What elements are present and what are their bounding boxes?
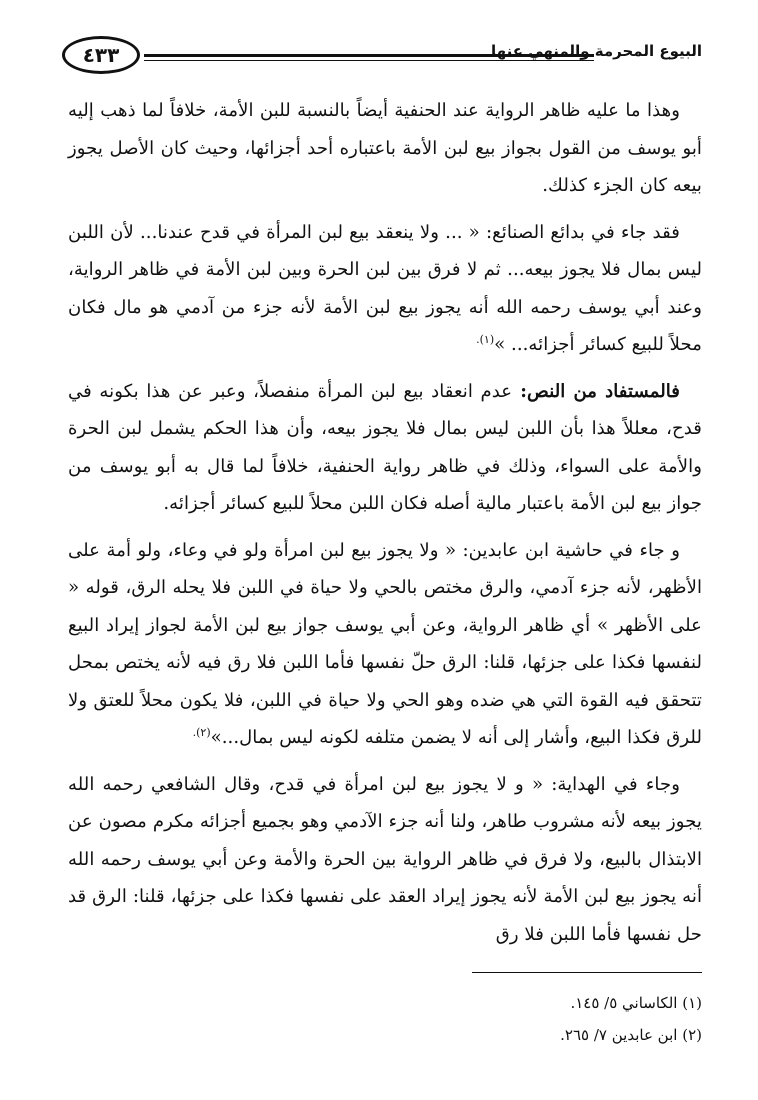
footnote-rule	[472, 972, 702, 973]
page-header	[62, 28, 702, 78]
footnote: (١) الكاساني ٥/ ١٤٥.	[570, 994, 702, 1012]
header-rule-thin	[144, 60, 594, 61]
paragraph-text: وجاء في الهداية: « و لا يجوز بيع لبن امرأة في قدح، وقال الشافعي رحمه الله يجوز بيعه لأنه مشروب طاهر، ولنا أنه جزء الآدمي وهو بجميع أجزائه مكرم مصون عن الابتذال بالبيع، ولا فرق في ظاهر الرواية بين الحرة والأمة وعن أبي يوسف رحمه الله أنه يجوز بيع لبن الأمة لأنه يجوز إيراد العقد على نفسها فكذا على جزئها، قلنا: الرق قد حل نفسها فأما اللبن فلا رق	[68, 773, 702, 945]
paragraph-text: وهذا ما عليه ظاهر الرواية عند الحنفية أيضاً بالنسبة للبن الأمة، خلافاً لما ذهب إليه أبو يوسف من القول بجواز بيع لبن الأمة باعتباره أحد أجزائها، وحيث كان الأصل يجوز بيعه كان الجزء كذلك.	[68, 100, 702, 196]
paragraph-lead: فالمستفاد من النص:	[512, 380, 680, 402]
footnote: (٢) ابن عابدين ٧/ ٢٦٥.	[560, 1026, 702, 1044]
paragraph	[68, 532, 702, 757]
paragraph-text: عدم انعقاد بيع لبن المرأة منفصلاً، وعبر عن هذا بكونه في قدح، معللاً هذا بأن اللبن ليس بمال فلا يجوز بيعه، وأن هذا الحكم يشمل لبن الحرة والأمة على السواء، وذلك في ظاهر رواية الحنفية، خلافاً لما قال به أبو يوسف من جواز بيع لبن الأمة باعتبار مالية أصله فكان اللبن محلاً للبيع كسائر أجزائه.	[68, 380, 702, 514]
running-title: البيوع المحرمة والمنهي عنها	[491, 42, 702, 60]
paragraph	[68, 92, 702, 205]
paragraph-text: و جاء في حاشية ابن عابدين: « ولا يجوز بيع لبن امرأة ولو في وعاء، ولو أمة على الأظهر، لأنه جزء آدمي، والرق مختص بالحي ولا حياة في اللبن فلا يحله الرق، قوله « على الأظهر » أي ظاهر الرواية، وعن أبي يوسف جواز بيع لبن الأمة لجواز إيراد البيع لنفسها فكذا على جزئها، قلنا: الرق حلّ نفسها فأما اللبن فلا رق فيه لأنه يختص بمحل تتحقق فيه القوة التي هي ضده وهو الحي ولا حياة في اللبن، فلا يكون محلاً للعتق ولا للرق فكذا البيع، وأشار إلى أنه لا يضمن متلفه لكونه ليس بمال...»	[68, 539, 702, 748]
paragraph-text: فقد جاء في بدائع الصنائع: « ... ولا ينعقد بيع لبن المرأة في قدح عندنا... لأن اللبن ليس بمال فلا يجوز بيعه... ثم لا فرق بين لبن الحرة وبين لبن الأمة في ظاهر الرواية، وعند أبي يوسف رحمه الله أنه يجوز بيع لبن الأمة لأنه جزء من آدمي هو مال فكان محلاً للبيع كسائر أجزائه... »	[68, 221, 702, 355]
paragraph	[68, 766, 702, 954]
footnotes	[62, 988, 702, 1052]
footnote-marker: (١).	[476, 332, 495, 346]
body-text	[68, 92, 702, 962]
footnote-marker: (٢).	[192, 725, 211, 739]
page-number: ٤٣٣	[62, 36, 140, 74]
paragraph	[68, 214, 702, 364]
paragraph	[68, 373, 702, 523]
